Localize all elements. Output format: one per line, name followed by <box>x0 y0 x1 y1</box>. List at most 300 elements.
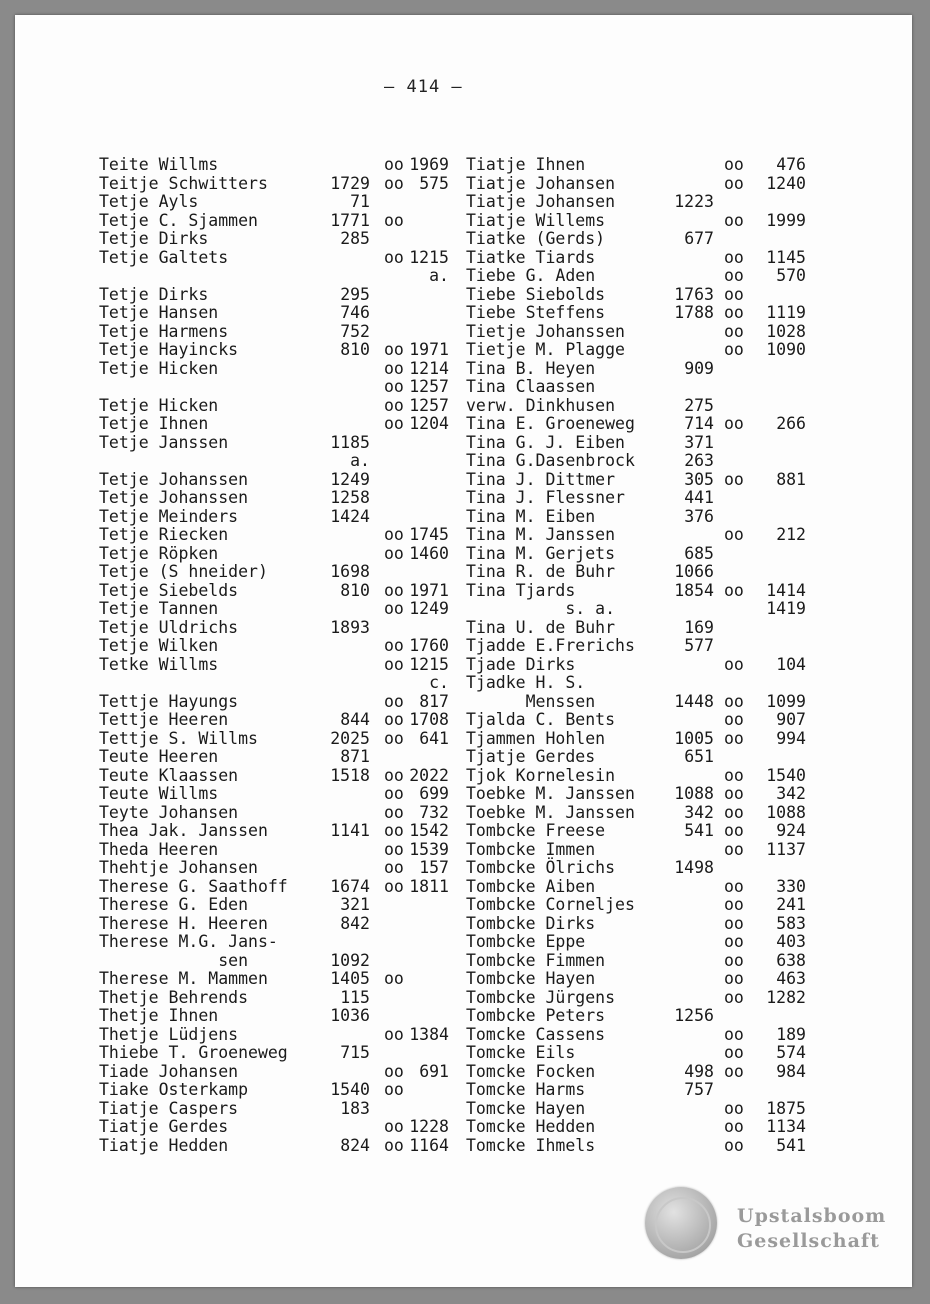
marriage-marker: oo <box>724 987 744 1007</box>
entry-name: Tiatje Willems <box>466 210 606 230</box>
entry-ref: 677 <box>684 229 714 248</box>
entry-ref: 371 <box>684 432 714 452</box>
marriage-marker: oo <box>724 876 744 896</box>
marriage-ref: 342 <box>776 784 806 803</box>
entry-name: Tjammen Hohlen <box>466 728 606 748</box>
marriage-marker: oo <box>724 913 744 933</box>
entry-name: Tetje Uldrichs <box>99 617 239 637</box>
index-entry <box>466 378 806 397</box>
marriage-ref: 1228 <box>409 1117 449 1136</box>
index-entry <box>99 1137 449 1156</box>
entry-name: Thehtje Johansen <box>99 858 258 877</box>
marriage-marker: oo <box>384 247 404 267</box>
marriage-ref: 1028 <box>766 321 806 341</box>
entry-name: verw. Dinkhusen <box>466 395 616 415</box>
marriage-ref: 817 <box>419 691 449 711</box>
entry-ref: 1092 <box>330 950 370 970</box>
index-entry <box>99 304 449 323</box>
index-entry <box>466 212 806 231</box>
entry-ref: 295 <box>340 284 370 304</box>
marriage-marker: oo <box>724 1135 744 1155</box>
index-entry <box>466 600 806 619</box>
index-entry <box>466 989 806 1008</box>
index-entry <box>99 526 449 545</box>
entry-ref: 1185 <box>330 432 370 452</box>
entry-name: Tina R. de Buhr <box>466 562 616 581</box>
marriage-ref: 189 <box>776 1024 806 1044</box>
entry-name: Tomcke Harms <box>466 1080 586 1099</box>
marriage-marker: oo <box>724 340 744 359</box>
index-entry <box>99 804 449 823</box>
index-entry <box>466 360 806 379</box>
entry-ref: 844 <box>340 710 370 729</box>
entry-name: Tina J. Flessner <box>466 488 625 507</box>
entry-name: Tetje Hicken <box>99 395 219 415</box>
index-entry <box>466 785 806 804</box>
index-entry <box>99 1044 449 1063</box>
marriage-ref: 924 <box>776 821 806 840</box>
entry-ref: 376 <box>684 506 714 526</box>
index-entry <box>99 841 449 860</box>
marriage-ref: 1249 <box>409 599 449 618</box>
entry-name: Tombcke Ölrichs <box>466 858 616 877</box>
marriage-marker: oo <box>384 710 404 729</box>
index-entry <box>99 822 449 841</box>
marriage-marker: oo <box>384 802 404 822</box>
entry-ref: 1788 <box>674 303 714 322</box>
index-entry <box>466 563 806 582</box>
entry-name: Tetke Willms <box>99 654 219 674</box>
index-entry <box>99 156 449 175</box>
index-entry <box>466 323 806 342</box>
entry-ref: 1005 <box>674 728 714 748</box>
marriage-marker: oo <box>724 210 744 230</box>
index-entry <box>466 193 806 212</box>
entry-ref: a. <box>350 451 370 470</box>
entry-name: Tetje C. Sjammen <box>99 210 258 230</box>
entry-ref: 2025 <box>330 728 370 748</box>
index-entry <box>466 1081 806 1100</box>
index-entry <box>99 1063 449 1082</box>
marriage-ref: 1811 <box>409 876 449 896</box>
entry-name: Tetje Wilken <box>99 636 219 655</box>
document-page <box>15 15 912 1287</box>
entry-name: Tettje Hayungs <box>99 691 239 711</box>
entry-ref: 1498 <box>674 858 714 877</box>
entry-ref: 441 <box>684 488 714 507</box>
marriage-ref: 463 <box>776 969 806 988</box>
index-entry <box>466 1063 806 1082</box>
index-entry <box>99 619 449 638</box>
index-entry <box>99 545 449 564</box>
entry-name: Tiatje Caspers <box>99 1098 239 1118</box>
index-entry <box>466 1137 806 1156</box>
entry-name: Theda Heeren <box>99 839 219 859</box>
index-entry <box>466 230 806 249</box>
index-entry <box>99 748 449 767</box>
entry-ref: 909 <box>684 358 714 378</box>
marriage-marker: oo <box>384 1117 404 1136</box>
marriage-ref: 583 <box>776 913 806 933</box>
entry-name: Tetje Dirks <box>99 284 209 304</box>
entry-name: Tiebe Siebolds <box>466 284 606 304</box>
entry-name: Tiatje Johansen <box>466 192 616 211</box>
entry-name: Tetje Ayls <box>99 192 199 211</box>
marriage-ref: 1257 <box>409 395 449 415</box>
marriage-ref: 1542 <box>409 821 449 840</box>
entry-name: Tetje Meinders <box>99 506 239 526</box>
marriage-marker: oo <box>384 858 404 877</box>
index-entry <box>99 730 449 749</box>
entry-name: Tina U. de Buhr <box>466 617 616 637</box>
entry-name: Tjok Kornelesin <box>466 765 616 785</box>
marriage-ref: 1134 <box>766 1117 806 1136</box>
index-entry <box>99 323 449 342</box>
marriage-ref: a. <box>429 266 449 285</box>
index-entry <box>466 1118 806 1137</box>
marriage-marker: oo <box>724 580 744 600</box>
marriage-ref: 1414 <box>766 580 806 600</box>
marriage-marker: oo <box>384 839 404 859</box>
index-entry <box>99 952 449 971</box>
entry-name: Tetje Hayincks <box>99 340 239 359</box>
marriage-ref: 984 <box>776 1061 806 1081</box>
entry-ref: 1771 <box>330 210 370 230</box>
marriage-marker: oo <box>724 765 744 785</box>
index-entry <box>466 970 806 989</box>
marriage-ref: 1119 <box>766 303 806 322</box>
marriage-ref: 732 <box>419 802 449 822</box>
entry-name: Tomcke Focken <box>466 1061 596 1081</box>
entry-ref: 1854 <box>674 580 714 600</box>
marriage-marker: oo <box>724 155 744 174</box>
publisher-line-1: Upstalsboom <box>737 1205 887 1227</box>
marriage-ref: 1760 <box>409 636 449 655</box>
entry-ref: 810 <box>340 580 370 600</box>
entry-name: Tomcke Eils <box>466 1043 576 1062</box>
marriage-ref: 1099 <box>766 691 806 711</box>
entry-name: Tina B. Heyen <box>466 358 596 378</box>
marriage-ref: 1971 <box>409 340 449 359</box>
index-entry <box>99 785 449 804</box>
seal-icon <box>645 1187 717 1259</box>
index-entry <box>99 471 449 490</box>
index-entry <box>466 878 806 897</box>
entry-name: Tetje Ihnen <box>99 414 209 433</box>
marriage-marker: oo <box>384 525 404 544</box>
entry-name: Tombcke Dirks <box>466 913 596 933</box>
index-entry <box>99 1100 449 1119</box>
entry-ref: 1424 <box>330 506 370 526</box>
page-number: – 414 – <box>384 77 463 97</box>
index-entry <box>466 859 806 878</box>
marriage-marker: oo <box>384 1080 404 1099</box>
entry-name: Tomcke Ihmels <box>466 1135 596 1155</box>
entry-name: Teyte Johansen <box>99 802 239 822</box>
marriage-marker: oo <box>384 876 404 896</box>
marriage-marker: oo <box>384 691 404 711</box>
marriage-marker: oo <box>724 784 744 803</box>
entry-ref: 1729 <box>330 173 370 193</box>
marriage-marker: oo <box>724 839 744 859</box>
entry-name: Tina M. Eiben <box>466 506 596 526</box>
index-entry <box>466 619 806 638</box>
marriage-ref: 881 <box>776 469 806 489</box>
entry-name: Teute Heeren <box>99 747 219 766</box>
index-entry <box>99 212 449 231</box>
entry-name: sen <box>99 950 249 970</box>
marriage-ref: 1971 <box>409 580 449 600</box>
marriage-marker: oo <box>384 1024 404 1044</box>
marriage-marker: oo <box>384 636 404 655</box>
index-entry <box>466 1044 806 1063</box>
marriage-ref: 1204 <box>409 414 449 433</box>
marriage-ref: 1164 <box>409 1135 449 1155</box>
entry-name: Toebke M. Janssen <box>466 802 635 822</box>
entry-ref: 305 <box>684 469 714 489</box>
marriage-ref: 1460 <box>409 543 449 563</box>
index-entry <box>99 878 449 897</box>
marriage-marker: oo <box>384 155 404 174</box>
marriage-ref: 638 <box>776 950 806 970</box>
index-entry <box>99 193 449 212</box>
entry-ref: 1141 <box>330 821 370 840</box>
index-entry <box>99 933 449 952</box>
entry-name: Tetje Hicken <box>99 358 219 378</box>
marriage-marker: oo <box>724 303 744 322</box>
marriage-marker: oo <box>724 525 744 544</box>
entry-name: Teute Klaassen <box>99 765 239 785</box>
index-entry <box>99 970 449 989</box>
entry-name: Thea Jak. Janssen <box>99 821 268 840</box>
marriage-marker: oo <box>384 784 404 803</box>
entry-ref: 1258 <box>330 488 370 507</box>
marriage-ref: 241 <box>776 895 806 914</box>
marriage-ref: c. <box>429 673 449 692</box>
marriage-ref: 1088 <box>766 802 806 822</box>
entry-name: Tombcke Immen <box>466 839 596 859</box>
marriage-marker: oo <box>384 340 404 359</box>
marriage-marker: oo <box>384 654 404 674</box>
marriage-marker: oo <box>724 414 744 433</box>
entry-name: Tina M. Janssen <box>466 525 616 544</box>
marriage-marker: oo <box>724 710 744 729</box>
marriage-ref: 1708 <box>409 710 449 729</box>
publisher-logo <box>737 1204 886 1254</box>
entry-ref: 115 <box>340 987 370 1007</box>
entry-name: Teitje Schwitters <box>99 173 268 193</box>
entry-name: Tietje M. Plagge <box>466 340 625 359</box>
entry-name: Thetje Ihnen <box>99 1006 219 1025</box>
marriage-marker: oo <box>384 728 404 748</box>
index-entry <box>466 1026 806 1045</box>
index-entry <box>99 1007 449 1026</box>
entry-name: Therese M.G. Jans- <box>99 932 278 951</box>
entry-ref: 1249 <box>330 469 370 489</box>
index-entry <box>99 600 449 619</box>
entry-ref: 1223 <box>674 192 714 211</box>
entry-ref: 1405 <box>330 969 370 988</box>
entry-name: Tiade Johansen <box>99 1061 239 1081</box>
index-entry <box>99 175 449 194</box>
marriage-ref: 212 <box>776 525 806 544</box>
marriage-ref: 570 <box>776 266 806 285</box>
index-entry <box>99 656 449 675</box>
entry-name: Tetje Tannen <box>99 599 219 618</box>
index-entry <box>99 767 449 786</box>
entry-name: Tombcke Aiben <box>466 876 596 896</box>
marriage-ref: 1419 <box>766 599 806 618</box>
entry-name: Tjadke H. S. <box>466 673 586 692</box>
marriage-ref: 1257 <box>409 377 449 396</box>
entry-ref: 1674 <box>330 876 370 896</box>
entry-name: Thetje Behrends <box>99 987 249 1007</box>
index-entry <box>466 1100 806 1119</box>
entry-name: Toebke M. Janssen <box>466 784 635 803</box>
entry-ref: 715 <box>340 1043 370 1062</box>
entry-name: Tiatke Tiards <box>466 247 596 267</box>
entry-name: Tiebe G. Aden <box>466 266 596 285</box>
marriage-marker: oo <box>724 469 744 489</box>
index-entry <box>466 915 806 934</box>
marriage-ref: 699 <box>419 784 449 803</box>
entry-name: Tombcke Peters <box>466 1006 606 1025</box>
index-entry <box>99 582 449 601</box>
entry-ref: 321 <box>340 895 370 914</box>
marriage-ref: 541 <box>776 1135 806 1155</box>
entry-name: Therese M. Mammen <box>99 969 268 988</box>
marriage-marker: oo <box>724 266 744 285</box>
marriage-ref: 1145 <box>766 247 806 267</box>
index-entry <box>466 267 806 286</box>
marriage-ref: 1215 <box>409 247 449 267</box>
entry-name: Tombcke Hayen <box>466 969 596 988</box>
entry-name: Thetje Lüdjens <box>99 1024 239 1044</box>
entry-name: Tetje (S hneider) <box>99 562 268 581</box>
left-column <box>99 156 449 1155</box>
index-entry <box>99 397 449 416</box>
marriage-marker: oo <box>724 950 744 970</box>
entry-name: Tetje Siebelds <box>99 580 239 600</box>
entry-name: Tina E. Groeneweg <box>466 414 635 433</box>
marriage-marker: oo <box>384 821 404 840</box>
publisher-line-2: Gesellschaft <box>737 1230 880 1252</box>
index-entry <box>466 656 806 675</box>
marriage-marker: oo <box>384 543 404 563</box>
index-entry <box>99 915 449 934</box>
entry-ref: 1066 <box>674 562 714 581</box>
entry-name: Tina G. J. Eiben <box>466 432 625 452</box>
entry-name: Therese G. Saathoff <box>99 876 288 896</box>
entry-ref: 71 <box>350 192 370 211</box>
marriage-ref: 1540 <box>766 765 806 785</box>
entry-ref: 842 <box>340 913 370 933</box>
marriage-ref: 1384 <box>409 1024 449 1044</box>
marriage-marker: oo <box>384 173 404 193</box>
marriage-marker: oo <box>724 969 744 988</box>
entry-name: Tomcke Hayen <box>466 1098 586 1118</box>
entry-name: Tiatje Hedden <box>99 1135 229 1155</box>
entry-name: Tjatje Gerdes <box>466 747 596 766</box>
marriage-marker: oo <box>384 377 404 396</box>
entry-ref: 342 <box>684 802 714 822</box>
index-entry <box>466 952 806 971</box>
marriage-marker: oo <box>384 1135 404 1155</box>
index-entry <box>466 693 806 712</box>
index-entry <box>466 508 806 527</box>
marriage-marker: oo <box>724 654 744 674</box>
index-entry <box>466 526 806 545</box>
entry-ref: 1698 <box>330 562 370 581</box>
entry-ref: 541 <box>684 821 714 840</box>
entry-name: Tjalda C. Bents <box>466 710 616 729</box>
entry-name: Tombcke Eppe <box>466 932 586 951</box>
marriage-marker: oo <box>384 765 404 785</box>
entry-name: Tomcke Hedden <box>466 1117 596 1136</box>
marriage-ref: 907 <box>776 710 806 729</box>
marriage-marker: oo <box>724 932 744 951</box>
marriage-ref: 2022 <box>409 765 449 785</box>
index-entry <box>466 637 806 656</box>
entry-name: s. a. <box>466 599 616 618</box>
index-entry <box>466 286 806 305</box>
entry-name: Tjade Dirks <box>466 654 576 674</box>
marriage-ref: 1999 <box>766 210 806 230</box>
index-entry <box>99 267 449 286</box>
entry-name: Tina M. Gerjets <box>466 543 616 563</box>
index-entry <box>99 452 449 471</box>
marriage-ref: 575 <box>419 173 449 193</box>
index-entry <box>466 341 806 360</box>
marriage-marker: oo <box>384 969 404 988</box>
marriage-ref: 403 <box>776 932 806 951</box>
entry-name: Tettje Heeren <box>99 710 229 729</box>
entry-name: Tetje Röpken <box>99 543 219 563</box>
entry-name: Tetje Dirks <box>99 229 209 248</box>
entry-name: Tina J. Dittmer <box>466 469 616 489</box>
marriage-marker: oo <box>724 691 744 711</box>
marriage-marker: oo <box>384 210 404 230</box>
entry-name: Tetje Johanssen <box>99 469 249 489</box>
entry-ref: 285 <box>340 229 370 248</box>
marriage-marker: oo <box>724 321 744 341</box>
index-entry <box>99 637 449 656</box>
index-entry <box>466 249 806 268</box>
marriage-marker: oo <box>724 728 744 748</box>
entry-ref: 714 <box>684 414 714 433</box>
index-entry <box>99 1081 449 1100</box>
marriage-marker: oo <box>724 1098 744 1118</box>
marriage-ref: 330 <box>776 876 806 896</box>
marriage-marker: oo <box>384 414 404 433</box>
entry-ref: 498 <box>684 1061 714 1081</box>
entry-name: Teute Willms <box>99 784 219 803</box>
index-entry <box>99 693 449 712</box>
index-entry <box>466 767 806 786</box>
marriage-marker: oo <box>384 580 404 600</box>
entry-ref: 752 <box>340 321 370 341</box>
marriage-ref: 104 <box>776 654 806 674</box>
entry-name: Tetje Janssen <box>99 432 229 452</box>
entry-ref: 1448 <box>674 691 714 711</box>
entry-ref: 1518 <box>330 765 370 785</box>
entry-ref: 651 <box>684 747 714 766</box>
marriage-ref: 157 <box>419 858 449 877</box>
marriage-ref: 1745 <box>409 525 449 544</box>
index-entry <box>466 933 806 952</box>
index-entry <box>466 748 806 767</box>
entry-name: Thiebe T. Groeneweg <box>99 1043 288 1062</box>
